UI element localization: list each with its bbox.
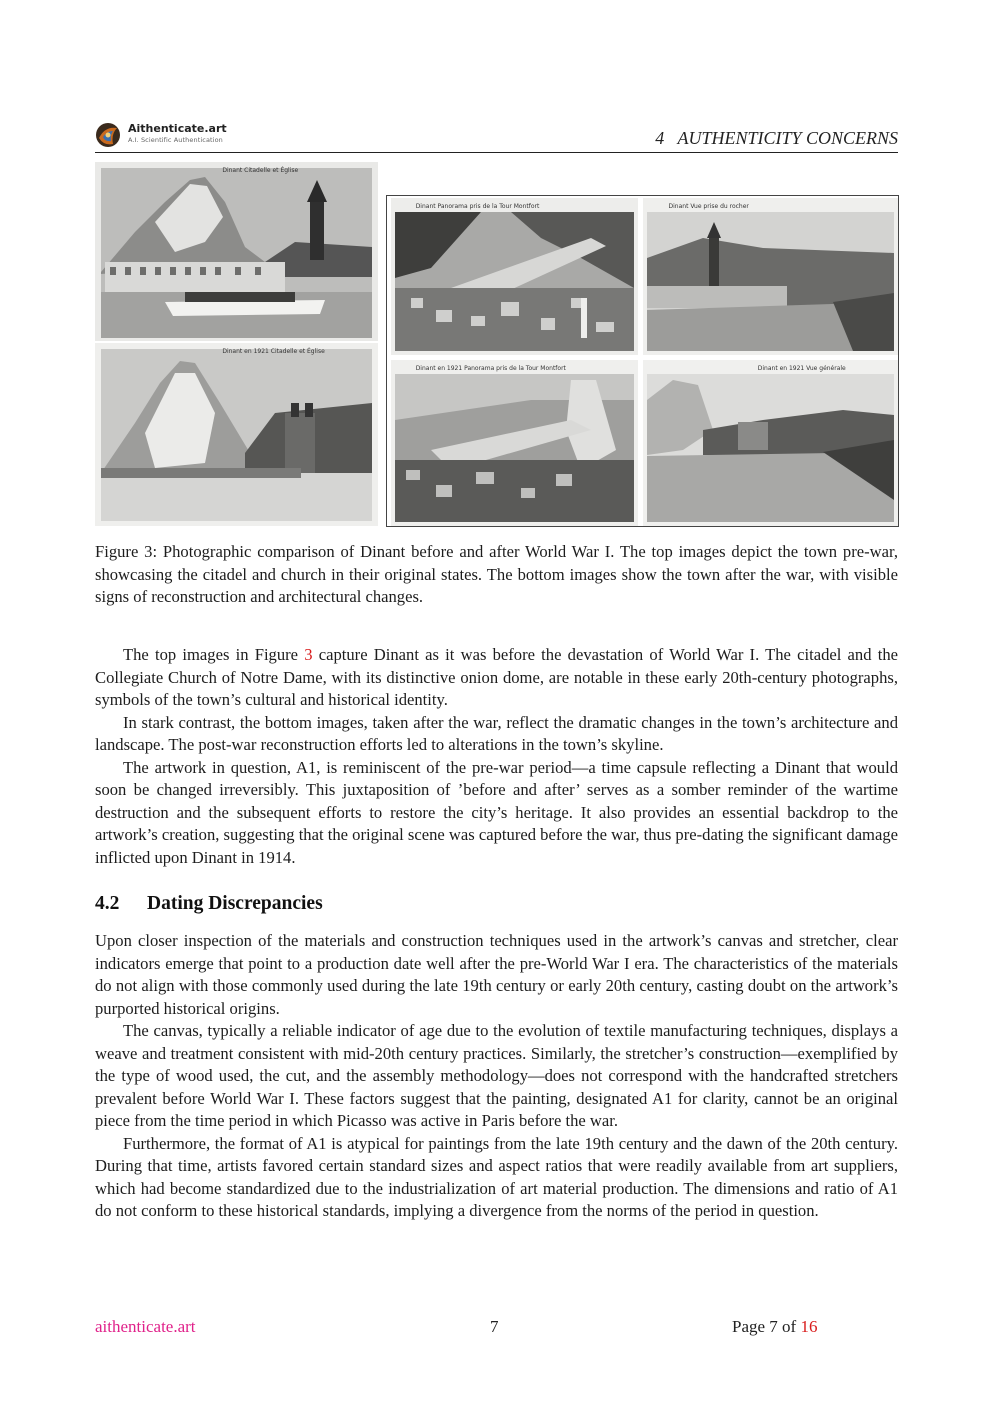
- card-caption: Dinant en 1921 Panorama pris de la Tour Montfort: [415, 364, 566, 372]
- figure-reference-link[interactable]: 3: [304, 645, 313, 664]
- page-label: Page 7 of: [732, 1317, 801, 1336]
- page-footer: [95, 1317, 898, 1341]
- section-text: [95, 930, 898, 1223]
- text-span: capture Dinant as it was before the devastation of World War I. The citadel and the Collegiate Church of Notre Dame, with its distinctive onion dome, are notable in these early 20th-century photographs, symbols of the town’s cultural and historical identity.: [95, 645, 898, 709]
- page-number: 7: [490, 1317, 499, 1336]
- body-section-text: [95, 644, 898, 869]
- section-heading: [95, 893, 323, 915]
- paragraph: Furthermore, the format of A1 is atypical for paintings from the late 19th century and the dawn of the 20th century. During that time, artists favored certain standard sizes and aspect ratios that were readily available from art suppliers, which had become standardized due to the industrialization of art material production. The dimensions and ratio of A1 do not conform to these historical standards, implying a divergence from the norms of the period in question.: [95, 1133, 898, 1220]
- card-caption: Dinant Citadelle et Église: [222, 167, 299, 175]
- text-span: The top images in Figure: [123, 645, 305, 664]
- section-number: 4.2: [95, 893, 120, 914]
- page-total-link[interactable]: 16: [800, 1317, 818, 1336]
- logo-icon: [95, 122, 121, 148]
- paragraph: Upon closer inspection of the materials and construction techniques used in the artwork’s canvas and stretcher, clear indicators emerge that point to a production date well after the pre-World War I era. The characteristics of the materials do not align with those commonly used during the late 19th century or early 20th century, casting doubt on the artwork’s purported historical origins.: [95, 931, 898, 1018]
- photo-citadel-1921: [95, 343, 378, 526]
- logo-subtitle: A.I. Scientific Authentication: [128, 136, 223, 144]
- photo-citadel-prewar: [95, 162, 378, 341]
- photo-river-1921: [643, 360, 898, 526]
- page-header: [95, 118, 898, 153]
- aithenticate-logo: [95, 120, 225, 148]
- figure-3: [95, 162, 898, 526]
- paragraph: In stark contrast, the bottom images, taken after the war, reflect the dramatic changes in the town’s architecture and landscape. The post-war reconstruction efforts led to alterations in the town’s skyline.: [95, 712, 898, 754]
- page-of-total: [732, 1317, 817, 1337]
- logo-name: Aithenticate.art: [128, 122, 227, 135]
- photo-panorama-prewar: [391, 198, 638, 355]
- card-caption: Dinant en 1921 Citadelle et Église: [222, 348, 325, 356]
- figure-caption: Figure 3: Photographic comparison of Dinant before and after World War I. The top images depict the town pre-war, showcasing the citadel and church in their original states. The bottom images show the town after the war, with visible signs of reconstruction and architectural changes.: [95, 542, 898, 606]
- section-title: Dating Discrepancies: [147, 893, 323, 914]
- paragraph: The canvas, typically a reliable indicator of age due to the evolution of textile manufacturing techniques, displays a weave and treatment consistent with mid-20th century practices. Similarly, the stretcher’s construction—exemplified by the type of wood used, the cut, and the assembly methodology—does not correspond with the handcrafted stretchers prevalent before World War I. These factors suggest that the painting, designated A1 for clarity, cannot be an original piece from the time period in which Picasso was active in Paris before the war.: [95, 1021, 898, 1130]
- photo-river-prewar: [643, 198, 898, 355]
- card-caption: Dinant Vue prise du rocher: [668, 202, 749, 210]
- footer-site-link[interactable]: aithenticate.art: [95, 1317, 196, 1336]
- card-caption: Dinant Panorama pris de la Tour Montfort: [415, 202, 540, 210]
- running-head: 4 AUTHENTICITY CONCERNS: [655, 128, 898, 148]
- paragraph: The artwork in question, A1, is reminiscent of the pre-war period—a time capsule reflecting a Dinant that would soon be changed irreversibly. This juxtaposition of ’before and after’ serves as a somber reminder of the wartime destruction and the subsequent efforts to restore the city’s heritage. It also provides an essential backdrop to the artwork’s creation, suggesting that the original scene was captured before the war, thus pre-dating the significant damage inflicted upon Dinant in 1914.: [95, 757, 898, 867]
- card-caption: Dinant en 1921 Vue générale: [757, 364, 846, 372]
- photo-panorama-1921: [391, 360, 638, 526]
- paragraph: [95, 644, 898, 712]
